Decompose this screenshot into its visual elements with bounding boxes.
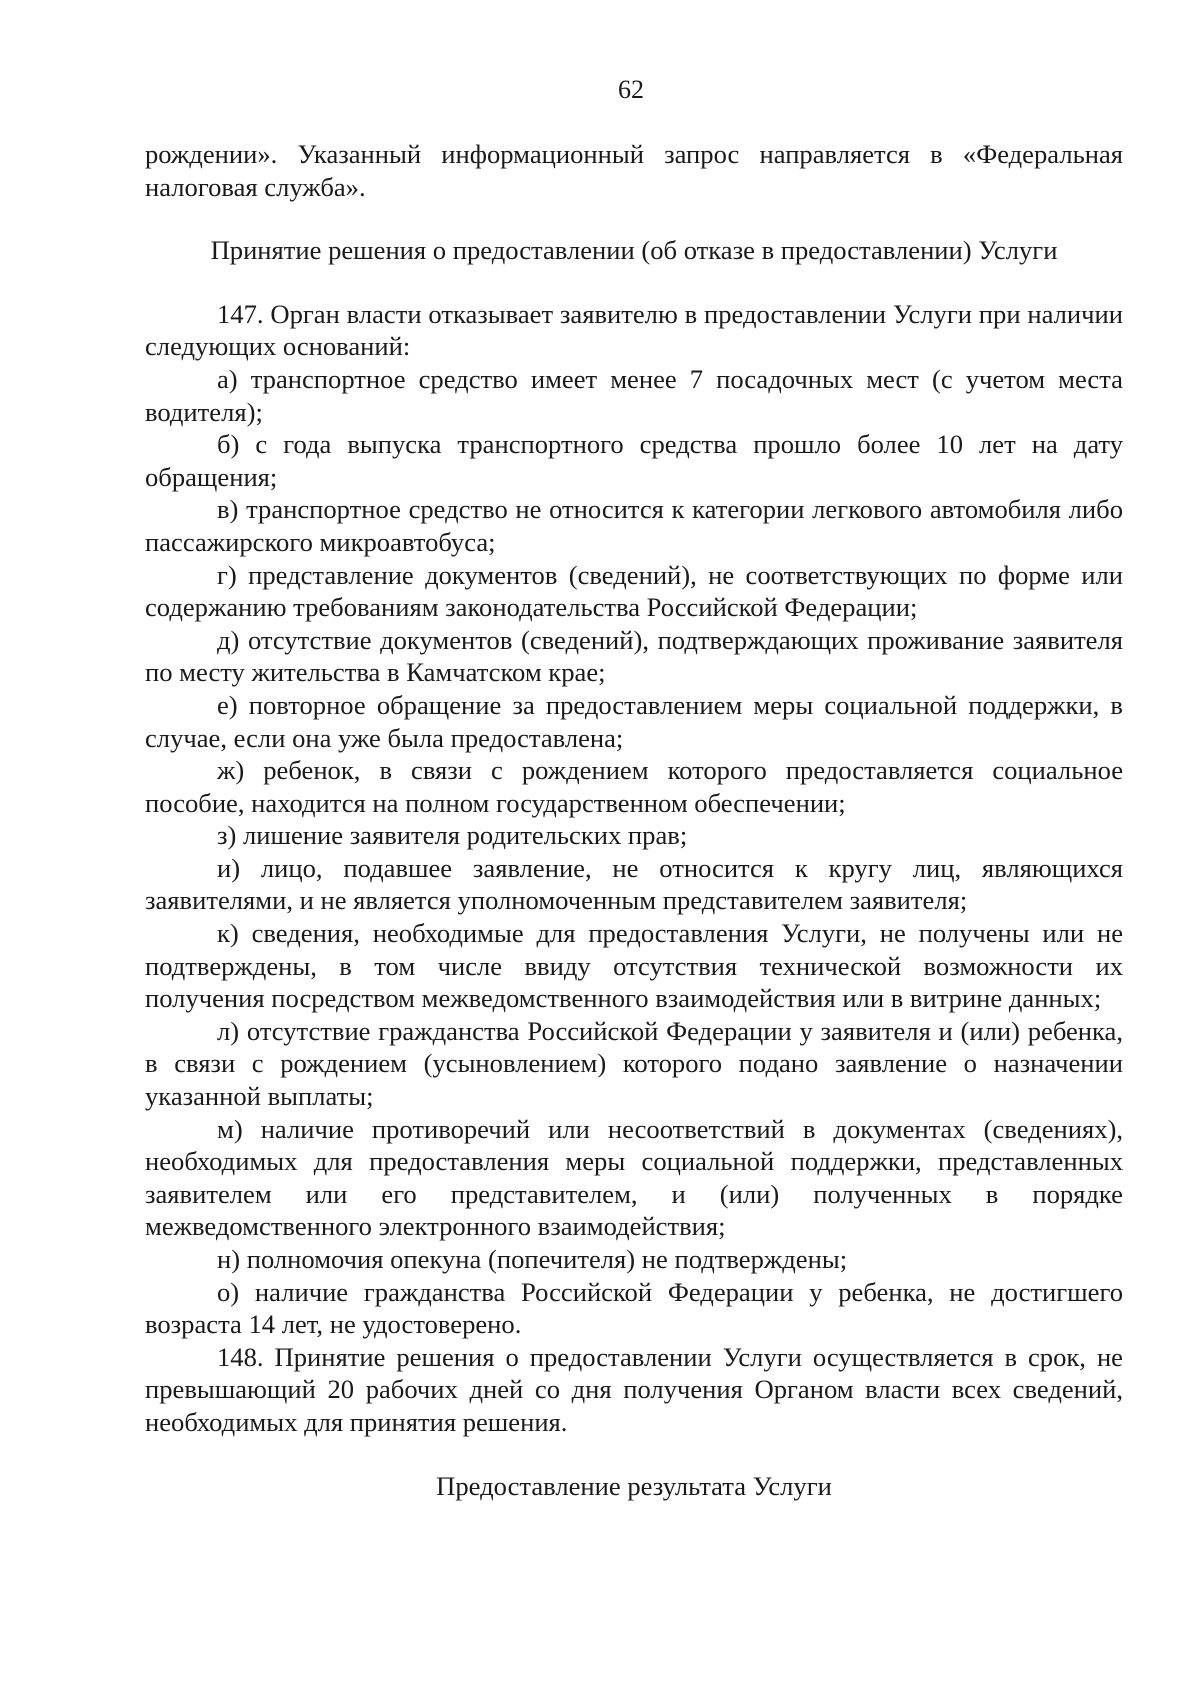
list-item-zh: ж) ребенок, в связи с рождением которого предоставляется социальное пособие, находится на полном государственном обеспечении; [145,755,1123,818]
section-heading-decision: Принятие решения о предоставлении (об отказе в предоставлении) Услуги [210,235,1058,266]
list-item-v: в) транспортное средство не относится к категории легкового автомобиля либо пассажирского микроавтобуса; [145,494,1123,557]
list-item-d: д) отсутствие документов (сведений), подтверждающих проживание заявителя по месту жительства в Камчатском крае; [145,624,1123,688]
list-item-a: а) транспортное средство имеет менее 7 посадочных мест (с учетом места водителя); [145,363,1123,427]
list-item-k: к) сведения, необходимые для предоставления Услуги, не получены или не подтверждены, в том числе ввиду отсутствия технической возможности их получения посредством межведомственного взаимодействия или в витрине данных; [145,918,1123,1014]
list-item-n: н) полномочия опекуна (попечителя) не подтверждены; [217,1244,848,1274]
page-number: 62 [618,75,644,104]
list-item-l: л) отсутствие гражданства Российской Федерации у заявителя и (или) ребенка, в связи с рождением (усыновлением) которого подано заявление о назначении указанной выплаты; [145,1015,1123,1112]
paragraph-148: 148. Принятие решения о предоставлении Услуги осуществляется в срок, не превышающий 20 рабочих дней со дня получения Органом власти всех сведений, необходимых для принятия решения. [145,1341,1123,1437]
list-item-z: з) лишение заявителя родительских прав; [217,820,688,851]
page-body [145,138,1123,1502]
section-heading-result: Предоставление результата Услуги [436,1470,832,1501]
paragraph-147: 147. Орган власти отказывает заявителю в предоставлении Услуги при наличии следующих оснований: [145,298,1123,362]
list-item-o: о) наличие гражданства Российской Федерации у ребенка, не достигшего возраста 14 лет, не удостоверено. [145,1276,1123,1340]
list-item-e: е) повторное обращение за предоставлением меры социальной поддержки, в случае, если она уже была предоставлена; [145,689,1123,753]
list-item-b: б) с года выпуска транспортного средства прошло более 10 лет на дату обращения; [145,429,1123,492]
continuation-paragraph: рождении». Указанный информационный запрос направляется в «Федеральная налоговая служба». [145,139,1123,202]
list-item-m: м) наличие противоречий или несоответствий в документах (сведениях), необходимых для предоставления меры социальной поддержки, представленных заявителем или его представителем, и (или) полученных в порядке межведомственного электронного взаимодействия; [145,1113,1123,1242]
list-item-g: г) представление документов (сведений), не соответствующих по форме или содержанию требованиям законодательства Российской Федерации; [145,559,1123,623]
list-item-i: и) лицо, подавшее заявление, не относится к кругу лиц, являющихся заявителями, и не является уполномоченным представителем заявителя; [145,852,1123,916]
